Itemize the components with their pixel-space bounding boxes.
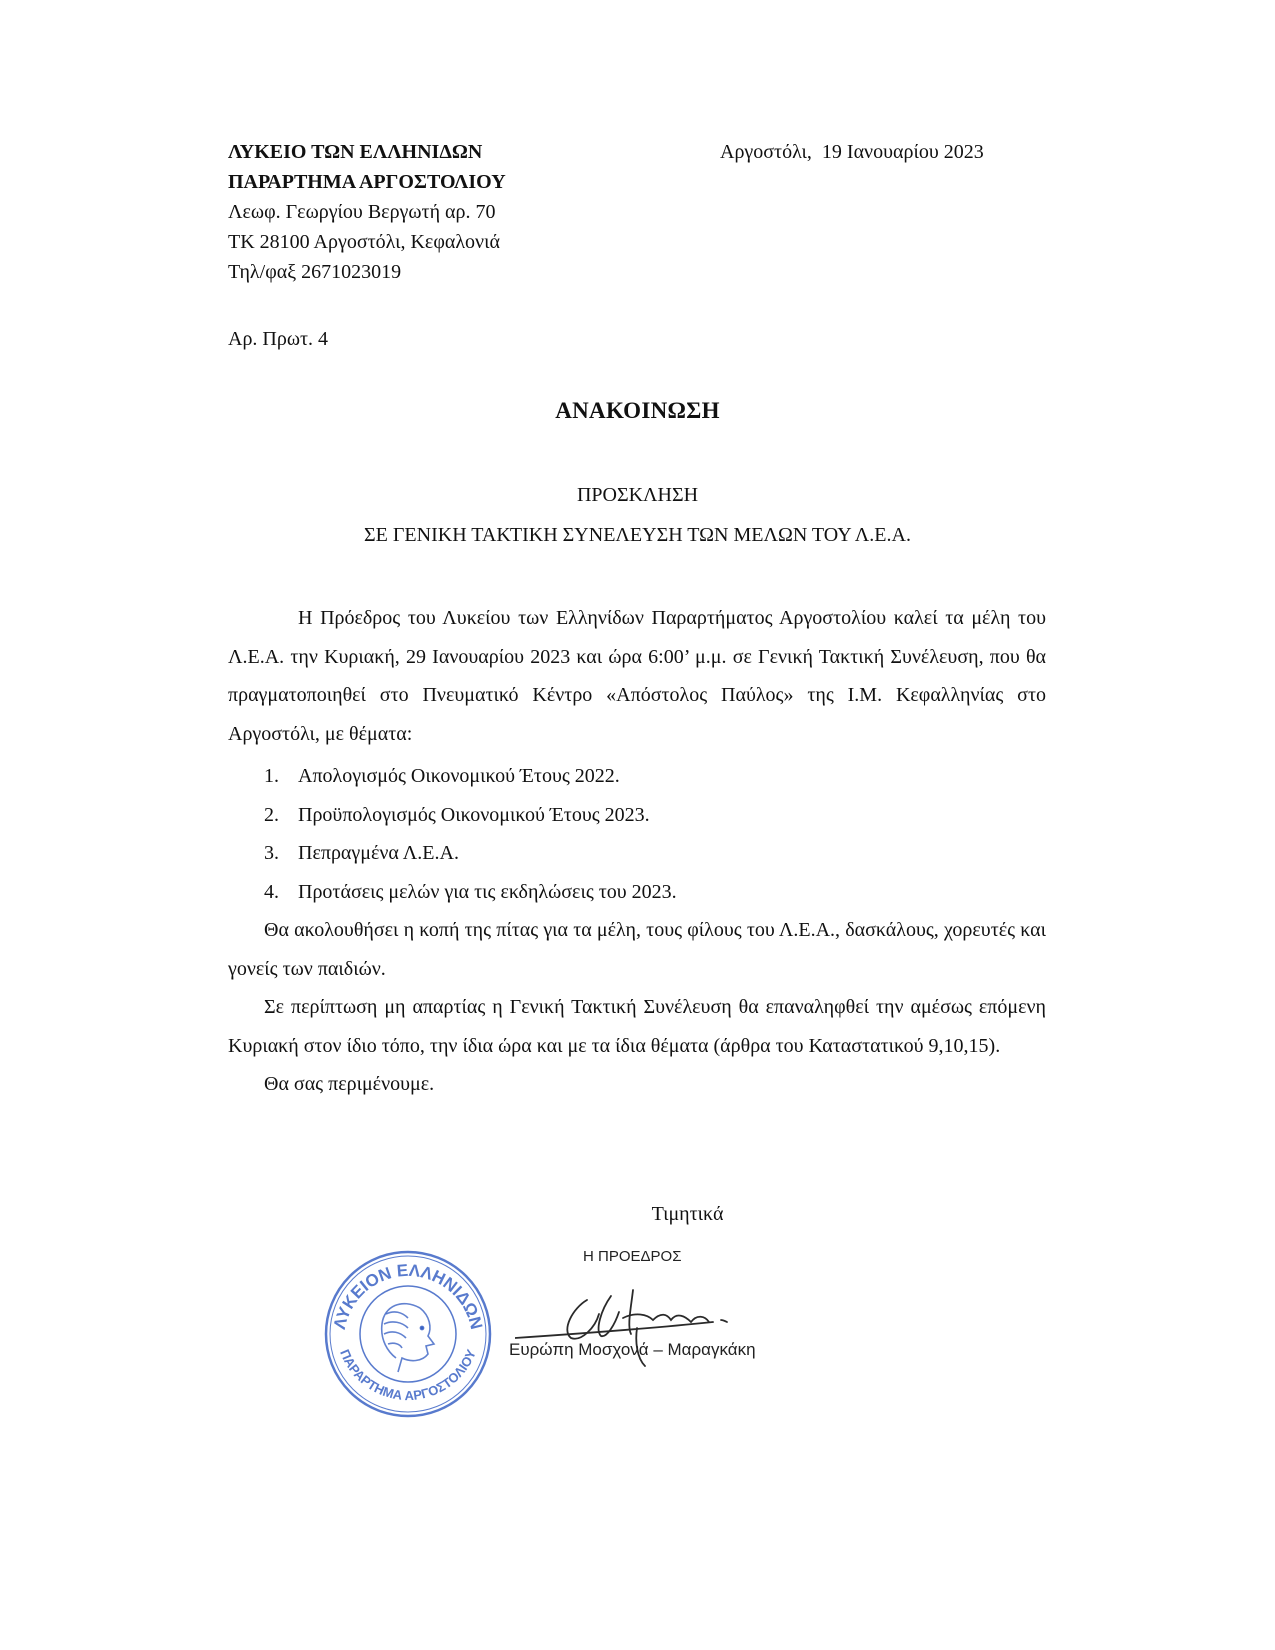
sender-block [228,137,688,287]
subtitle-invitation: ΠΡΟΣΚΛΗΣΗ [576,484,699,506]
seal-bottom-text: ΠΑΡΑΡΤΗΜΑ ΑΡΓΟΣΤΟΛΙΟΥ [337,1347,479,1404]
org-branch: ΠΑΡΑΡΤΗΜΑ ΑΡΓΟΣΤΟΛΙΟΥ [228,171,506,193]
seal-top-text: ΛΥΚΕΙΟΝ ΕΛΛΗΝΙΔΩΝ [329,1260,487,1332]
document-title: ΑΝΑΚΟΙΝΩΣΗ [555,398,720,423]
list-item: 2. Προϋπολογισμός Οικονομικού Έτους 2023. [264,803,650,826]
closing-salutation: Τιμητικά [651,1203,724,1225]
org-name: ΛΥΚΕΙΟ ΤΩΝ ΕΛΛΗΝΙΔΩΝ [228,141,483,163]
org-phone: Τηλ/φαξ 2671023019 [228,261,402,283]
intro-paragraph: Η Πρόεδρος του Λυκείου των Ελληνίδων Παραρτήματος Αργοστολίου καλεί τα μέλη του Λ.Ε.Α. την Κυριακή, 29 Ιανουαρίου 2023 και ώρα 6:00’ μ.μ. σε Γενική Τακτική Συνέλευση, που θα πραγματοποιηθεί στο Πνευματικό Κέντρο «Απόστολος Παύλος» της Ι.Μ. Κεφαλληνίας στο Αργοστόλι, με θέματα: [228,607,1046,745]
subtitle-assembly: ΣΕ ΓΕΝΙΚΗ ΤΑΚΤΙΚΗ ΣΥΝΕΛΕΥΣΗ ΤΩΝ ΜΕΛΩΝ ΤΟΥ Λ.Ε.Α. [364,524,911,546]
list-item: 1. Απολογισμός Οικονομικού Έτους 2022. [264,765,620,787]
quorum-paragraph: Σε περίπτωση μη απαρτίας η Γενική Τακτική Συνέλευση θα επαναληφθεί την αμέσως επόμενη Κυριακή στον ίδιο τόπο, την ίδια ώρα και με τα ίδια θέματα (άρθρα του Καταστατικού 9,10,15). [228,996,1046,1057]
agenda-list [228,757,1046,911]
protocol-number: Αρ. Πρωτ. 4 [228,328,329,350]
list-item: 3. Πεπραγμένα Λ.Ε.Α. [264,842,459,864]
head-profile-icon [382,1304,434,1372]
signature-title: Η ΠΡΟΕΔΡΟΣ [583,1248,682,1265]
letter-body [228,599,1046,1104]
signature-block [495,1248,795,1408]
official-seal-stamp [322,1248,494,1420]
pita-paragraph: Θα ακολουθήσει η κοπή της πίτας για τα μέλη, τους φίλους του Λ.Ε.Α., δασκάλους, χορευτές και γονείς των παιδιών. [228,919,1046,980]
org-postal: ΤΚ 28100 Αργοστόλι, Κεφαλονιά [228,231,500,253]
letter-date: Αργοστόλι, 19 Ιανουαρίου 2023 [720,141,984,163]
closing-paragraph: Θα σας περιμένουμε. [264,1073,435,1095]
list-item: 4. Προτάσεις μελών για τις εκδηλώσεις του 2023. [264,880,677,903]
org-address: Λεωφ. Γεωργίου Βεργωτή αρ. 70 [228,201,496,223]
signatory-name: Ευρώπη Μοσχονά – Μαραγκάκη [509,1340,756,1359]
